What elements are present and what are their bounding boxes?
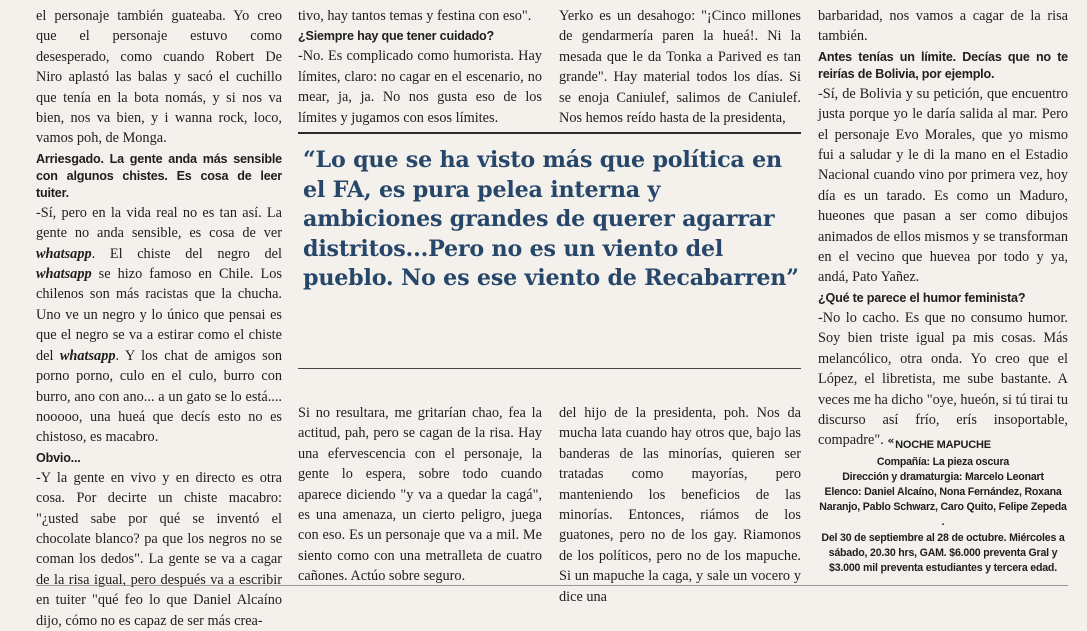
text-run: -No lo cacho. Es que no consumo humor. Soy bien triste igual pa mis cosas. Más melancólico, otra onda. Yo creo que el López, el libretista, me sube bastante. A veces me ha dicho "oye, hueón, si tú tirai tu discurso así frío, erís insoportable, compadre". [818, 309, 1069, 449]
italic-term: whatsapp [36, 245, 92, 262]
credits-schedule: Del 30 de septiembre al 28 de octubre. Miércoles a sábado, 20.30 hrs, GAM. $6.000 preventa Gral y $3.000 mil preventa estudiantes y tercera edad. [821, 531, 1065, 574]
paragraph: barbaridad, nos vamos a cagar de la risa también. [818, 8, 1068, 45]
italic-term: whatsapp [59, 347, 116, 364]
article-column-1 [36, 6, 282, 631]
paragraph: -No. Es complicado como humorista. Hay límites, claro: no cagar en el escenario, no mear, ja, ja. No nos gusta eso de los límites y jugamos con esos límites. [298, 48, 542, 126]
paragraph: del hijo de la presidenta, poh. Nos da mucha lata cuando hay otros que, bajo las banderas de las minorías, quieren ser tratadas como mayorías, pero manteniendo los beneficios de las minorías. Entonces, riámos de los guatones, pero no de los gay. Riamonos de los políticos, pero no de los mapuche. Si un mapuche la caga, y sale un vocero y dice una [559, 405, 801, 605]
show-credits [818, 438, 1068, 576]
paragraph: Yerko es un desahogo: "¡Cinco millones de gendarmería paren la hueá!. Ni la mesada que le da Tonka a Parived es tan grande". Hay material todos los días. Si se enoja Caniulef, salimos de Caniulef. Nos hemos reído hasta de la presidenta, [559, 8, 801, 127]
interview-question: ¿Qué te parece el humor feminista? [818, 290, 1026, 305]
paragraph: tivo, hay tantos temas y festina con eso". [298, 8, 532, 24]
end-of-article-icon: « [887, 434, 895, 448]
interview-question: Antes tenías un límite. Decías que no te reirías de Bolivia, por ejemplo. [818, 49, 1068, 81]
paragraph [818, 308, 1068, 452]
text-run: . Y los chat de amigos son porno porno, culo en el culo, burro con burro, ano con ano... a un gato se lo está.... nooooo, una hueá que decís esto no es chistoso, es macabro. [36, 347, 282, 446]
article-column-2-top [298, 6, 542, 128]
credits-company: Compañía: La pieza oscura [876, 456, 1010, 469]
article-column-3-bottom [559, 403, 801, 607]
text-run: -Sí, pero en la vida real no es tan así. La gente no anda sensible, es cosa de ver [36, 204, 282, 242]
article-column-3-top [559, 6, 801, 128]
paragraph: Si no resultara, me gritarían chao, fea la actitud, pah, pero se cagan de la risa. Hay una efervescencia con el personaje, la gente lo espera, sobre todo cuando aparece diciendo "y va a quedar la cagá", es una amenaza, un cierto peligro, juega con eso. Es un personaje que va a mil. Me siento como con una metralleta de cuatro cañones. Actúo sobre seguro. [298, 405, 542, 585]
article-column-2-bottom [298, 403, 542, 587]
interview-question: Obvio... [36, 450, 81, 465]
pull-quote-top-rule [298, 132, 801, 134]
italic-term: whatsapp [36, 266, 92, 283]
article-column-4 [818, 6, 1068, 452]
paragraph: -Sí, de Bolivia y su petición, que encuentro justa porque yo le daría salida al mar. Pero el personaje Evo Morales, que yo mismo fui a saludar y le di la mano en el Estadio Nacional cuando vino por primera vez, hoy día es un tarado. Es como un Maduro, hueones que pasan a ser como dibujos animados de ellos mismos y se transforman en el vecino que huevea por todo y ya, andá, Pato Yañez. [818, 85, 1068, 286]
paragraph [36, 203, 282, 448]
show-title: NOCHE MAPUCHE [895, 439, 991, 451]
interview-question: Arriesgado. La gente anda más sensible con algunos chistes. Es cosa de leer tuiter. [36, 151, 282, 200]
paragraph: -Y la gente en vivo y en directo es otra cosa. Por decirte un chiste macabro: "¿usted sabe por qué se inventó el chocolate blanco? pa que los negros no se coman los dedos". La gente se va a cagar de la risa igual, pero después va a escribir en tuiter "qué feo lo que Daniel Alcaíno dijo, cómo no es capaz de ser más crea- [36, 469, 282, 629]
credits-cast: Elenco: Daniel Alcaíno, Nona Fernández, Roxana Naranjo, Pablo Schwarz, Caro Quito, Felipe Zepeda . [819, 486, 1067, 529]
page-bottom-rule [36, 585, 1068, 586]
credits-direction: Dirección y dramaturgia: Marcelo Leonart [842, 471, 1044, 484]
paragraph: el personaje también guateaba. Yo creo que el personaje estuvo como desesperado, como cuando Robert De Niro aplastó las balas y sacó el cuchillo que tenía en la bota nomás, y si nos va bien, nos va bien, y i wanna rock, loco, vamos poh, de Monga. [36, 8, 282, 147]
text-run: . El chiste del negro del [91, 245, 282, 262]
pull-quote: “Lo que se ha visto más que política en el FA, es pura pelea interna y ambiciones grandes de querer agarrar distritos...Pero no es un viento del pueblo. No es ese viento de Recabarren” [303, 147, 799, 292]
interview-question: ¿Siempre hay que tener cuidado? [298, 29, 495, 44]
pull-quote-bottom-rule [298, 368, 801, 369]
text-run: se hizo famoso en Chile. Los chilenos son más racistas que la chucha. Uno ve un negro y lo único que pensai es que el negro se va a estirar como el chiste del [36, 266, 282, 364]
